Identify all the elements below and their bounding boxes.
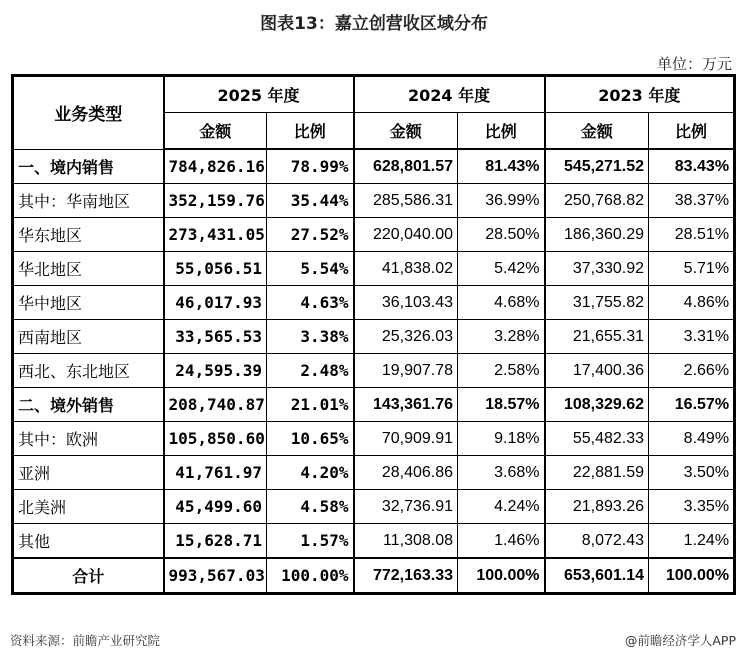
amount-2025-cell: 55,056.51: [164, 252, 267, 286]
revenue-region-table: [11, 74, 736, 595]
ratio-2025-cell: 3.38%: [267, 320, 354, 354]
amount-2024-cell: 220,040.00: [354, 218, 458, 252]
row-label: 西北、东北地区: [13, 354, 164, 388]
row-label: 合计: [13, 558, 164, 594]
amount-2023-cell: 22,881.59: [545, 456, 649, 490]
ratio-2023-cell: 28.51%: [649, 218, 735, 252]
ratio-2023-cell: 3.31%: [649, 320, 735, 354]
amount-2025-cell: 352,159.76: [164, 184, 267, 218]
row-label: 华北地区: [13, 252, 164, 286]
row-label: 二、境外销售: [13, 388, 164, 422]
table-row: [13, 320, 735, 354]
amount-2024-cell: 628,801.57: [354, 149, 458, 184]
ratio-2023-cell: 16.57%: [649, 388, 735, 422]
row-label: 其他: [13, 524, 164, 559]
ratio-2023-cell: 4.86%: [649, 286, 735, 320]
amount-2024-cell: 36,103.43: [354, 286, 458, 320]
amount-2023-cell: 653,601.14: [545, 558, 649, 594]
amount-2024-cell: 41,838.02: [354, 252, 458, 286]
ratio-2024-cell: 3.68%: [458, 456, 545, 490]
ratio-2024-cell: 4.68%: [458, 286, 545, 320]
ratio-2025-cell: 4.58%: [267, 490, 354, 524]
ratio-2023-cell: 3.50%: [649, 456, 735, 490]
header-amount-2023: 金额: [545, 113, 649, 150]
table-row: [13, 218, 735, 252]
amount-2025-cell: 45,499.60: [164, 490, 267, 524]
row-label: 华东地区: [13, 218, 164, 252]
amount-2023-cell: 186,360.29: [545, 218, 649, 252]
amount-2023-cell: 17,400.36: [545, 354, 649, 388]
ratio-2023-cell: 8.49%: [649, 422, 735, 456]
row-label: 其中：华南地区: [13, 184, 164, 218]
amount-2024-cell: 285,586.31: [354, 184, 458, 218]
amount-2024-cell: 32,736.91: [354, 490, 458, 524]
chart-title: 图表13：嘉立创营收区域分布: [260, 14, 488, 34]
table-row: [13, 388, 735, 422]
amount-2025-cell: 208,740.87: [164, 388, 267, 422]
unit-label: 单位：万元: [656, 55, 732, 73]
amount-2025-cell: 784,826.16: [164, 149, 267, 184]
ratio-2025-cell: 78.99%: [267, 149, 354, 184]
amount-2025-cell: 105,850.60: [164, 422, 267, 456]
amount-2025-cell: 41,761.97: [164, 456, 267, 490]
row-label: 北美洲: [13, 490, 164, 524]
ratio-2024-cell: 1.46%: [458, 524, 545, 559]
ratio-2023-cell: 3.35%: [649, 490, 735, 524]
row-label: 其中：欧洲: [13, 422, 164, 456]
ratio-2025-cell: 1.57%: [267, 524, 354, 559]
table-row: [13, 558, 735, 594]
header-year-2025: 2025 年度: [164, 76, 354, 113]
ratio-2024-cell: 9.18%: [458, 422, 545, 456]
ratio-2023-cell: 83.43%: [649, 149, 735, 184]
ratio-2025-cell: 21.01%: [267, 388, 354, 422]
ratio-2024-cell: 4.24%: [458, 490, 545, 524]
table-row: [13, 456, 735, 490]
ratio-2024-cell: 100.00%: [458, 558, 545, 594]
amount-2023-cell: 21,893.26: [545, 490, 649, 524]
amount-2025-cell: 273,431.05: [164, 218, 267, 252]
amount-2024-cell: 772,163.33: [354, 558, 458, 594]
source-note: 资料来源：前瞻产业研究院: [10, 633, 161, 648]
amount-2024-cell: 11,308.08: [354, 524, 458, 559]
row-label: 一、境内销售: [13, 149, 164, 184]
amount-2023-cell: 545,271.52: [545, 149, 649, 184]
ratio-2024-cell: 18.57%: [458, 388, 545, 422]
table-row: [13, 149, 735, 184]
amount-2023-cell: 250,768.82: [545, 184, 649, 218]
ratio-2024-cell: 3.28%: [458, 320, 545, 354]
row-label: 亚洲: [13, 456, 164, 490]
ratio-2024-cell: 36.99%: [458, 184, 545, 218]
ratio-2025-cell: 27.52%: [267, 218, 354, 252]
amount-2025-cell: 993,567.03: [164, 558, 267, 594]
amount-2024-cell: 25,326.03: [354, 320, 458, 354]
ratio-2023-cell: 2.66%: [649, 354, 735, 388]
ratio-2025-cell: 100.00%: [267, 558, 354, 594]
header-amount-2025: 金额: [164, 113, 267, 150]
header-category: 业务类型: [13, 76, 164, 150]
amount-2023-cell: 31,755.82: [545, 286, 649, 320]
amount-2025-cell: 15,628.71: [164, 524, 267, 559]
table-row: [13, 490, 735, 524]
header-year-2024: 2024 年度: [354, 76, 545, 113]
amount-2023-cell: 21,655.31: [545, 320, 649, 354]
amount-2023-cell: 55,482.33: [545, 422, 649, 456]
table-row: [13, 286, 735, 320]
ratio-2023-cell: 100.00%: [649, 558, 735, 594]
table-row: [13, 252, 735, 286]
header-row-years: [13, 76, 735, 113]
ratio-2023-cell: 38.37%: [649, 184, 735, 218]
header-ratio-2024: 比例: [458, 113, 545, 150]
ratio-2024-cell: 2.58%: [458, 354, 545, 388]
amount-2025-cell: 46,017.93: [164, 286, 267, 320]
header-year-2023: 2023 年度: [545, 76, 735, 113]
brand-note: @前瞻经济学人APP: [624, 633, 736, 648]
amount-2024-cell: 143,361.76: [354, 388, 458, 422]
amount-2024-cell: 28,406.86: [354, 456, 458, 490]
row-label: 西南地区: [13, 320, 164, 354]
table-row: [13, 524, 735, 559]
ratio-2025-cell: 4.20%: [267, 456, 354, 490]
ratio-2023-cell: 5.71%: [649, 252, 735, 286]
ratio-2024-cell: 28.50%: [458, 218, 545, 252]
header-amount-2024: 金额: [354, 113, 458, 150]
ratio-2025-cell: 4.63%: [267, 286, 354, 320]
amount-2023-cell: 37,330.92: [545, 252, 649, 286]
ratio-2025-cell: 5.54%: [267, 252, 354, 286]
amount-2023-cell: 108,329.62: [545, 388, 649, 422]
table-row: [13, 184, 735, 218]
amount-2023-cell: 8,072.43: [545, 524, 649, 559]
ratio-2023-cell: 1.24%: [649, 524, 735, 559]
table-row: [13, 422, 735, 456]
header-ratio-2025: 比例: [267, 113, 354, 150]
header-ratio-2023: 比例: [649, 113, 735, 150]
row-label: 华中地区: [13, 286, 164, 320]
amount-2025-cell: 24,595.39: [164, 354, 267, 388]
ratio-2024-cell: 81.43%: [458, 149, 545, 184]
amount-2024-cell: 70,909.91: [354, 422, 458, 456]
ratio-2025-cell: 10.65%: [267, 422, 354, 456]
table-row: [13, 354, 735, 388]
amount-2025-cell: 33,565.53: [164, 320, 267, 354]
amount-2024-cell: 19,907.78: [354, 354, 458, 388]
ratio-2025-cell: 35.44%: [267, 184, 354, 218]
ratio-2024-cell: 5.42%: [458, 252, 545, 286]
ratio-2025-cell: 2.48%: [267, 354, 354, 388]
